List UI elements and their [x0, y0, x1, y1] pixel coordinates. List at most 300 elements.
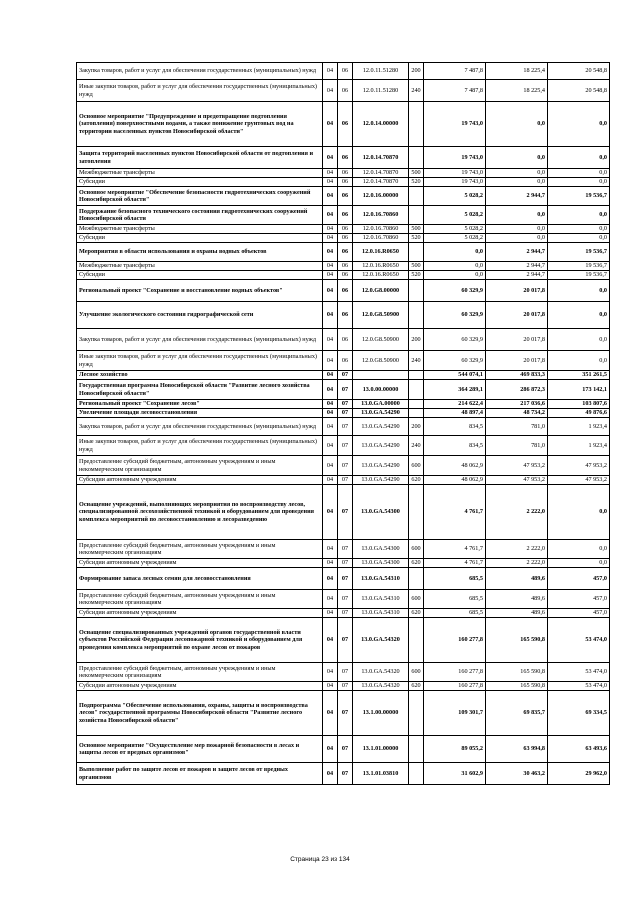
table-row: [77, 280, 610, 302]
amount-year-1: 5 028,2: [424, 234, 486, 243]
section-code: 04: [323, 262, 338, 271]
row-name: Субсидии автономным учреждениям: [77, 559, 323, 568]
amount-year-2: 781,0: [486, 418, 548, 436]
subsection-code: 07: [338, 682, 353, 691]
expense-type-code: [409, 736, 424, 763]
section-code: 04: [323, 736, 338, 763]
target-article-code: 13.0.GA.54290: [353, 456, 409, 476]
subsection-code: 06: [338, 178, 353, 187]
table-row: [77, 178, 610, 187]
target-article-code: [353, 371, 409, 380]
subsection-code: 06: [338, 234, 353, 243]
section-code: 04: [323, 682, 338, 691]
row-name: Основное мероприятие "Предупреждение и предотвращение подтопления (затопления) поверхностными водами, а также понижение грунтовых вод на территории населенных пунктов Новосибирской области": [77, 102, 323, 147]
expense-type-code: 520: [409, 234, 424, 243]
subsection-code: 07: [338, 418, 353, 436]
amount-year-1: 109 301,7: [424, 691, 486, 736]
amount-year-2: 47 953,2: [486, 476, 548, 485]
amount-year-1: 7 487,8: [424, 80, 486, 102]
subsection-code: 07: [338, 409, 353, 418]
table-row: [77, 234, 610, 243]
table-row: [77, 568, 610, 590]
subsection-code: 06: [338, 63, 353, 80]
amount-year-2: 0,0: [486, 225, 548, 234]
expense-type-code: [409, 568, 424, 590]
subsection-code: 06: [338, 225, 353, 234]
section-code: 04: [323, 618, 338, 663]
amount-year-3: 19 536,7: [548, 243, 610, 262]
amount-year-1: 60 329,9: [424, 302, 486, 329]
amount-year-1: 31 602,9: [424, 763, 486, 785]
amount-year-3: 457,0: [548, 590, 610, 609]
row-name: Улучшение экологического состояния гидрографической сети: [77, 302, 323, 329]
row-name: Мероприятия в области использования и охраны водных объектов: [77, 243, 323, 262]
amount-year-1: 19 743,0: [424, 178, 486, 187]
row-name: Предоставление субсидий бюджетным, автономным учреждениям и иным некоммерческим организациям: [77, 456, 323, 476]
subsection-code: 07: [338, 540, 353, 559]
subsection-code: 07: [338, 485, 353, 540]
amount-year-3: 0,0: [548, 169, 610, 178]
amount-year-2: 20 017,8: [486, 351, 548, 371]
section-code: 04: [323, 476, 338, 485]
expense-type-code: 500: [409, 262, 424, 271]
subsection-code: 06: [338, 206, 353, 225]
table-row: [77, 763, 610, 785]
expense-type-code: 240: [409, 80, 424, 102]
target-article-code: 13.0.00.00000: [353, 380, 409, 400]
subsection-code: 07: [338, 618, 353, 663]
section-code: 04: [323, 485, 338, 540]
amount-year-2: 0,0: [486, 147, 548, 169]
amount-year-3: 0,0: [548, 485, 610, 540]
target-article-code: 12.0.16.70860: [353, 206, 409, 225]
expense-type-code: [409, 691, 424, 736]
section-code: 04: [323, 663, 338, 682]
expense-type-code: 620: [409, 559, 424, 568]
section-code: 04: [323, 691, 338, 736]
amount-year-3: 53 474,0: [548, 663, 610, 682]
table-row: [77, 559, 610, 568]
amount-year-3: 457,0: [548, 568, 610, 590]
amount-year-2: 20 017,8: [486, 280, 548, 302]
table-row: [77, 418, 610, 436]
table-row: [77, 380, 610, 400]
row-name: Оснащение учреждений, выполняющих мероприятия по воспроизводству лесов, специализированной лесохозяйственной техникой и оборудованием для проведения комплекса мероприятий по лесовосстановлению и лесоразведению: [77, 485, 323, 540]
amount-year-1: 19 743,0: [424, 169, 486, 178]
expense-type-code: 500: [409, 169, 424, 178]
expense-type-code: [409, 371, 424, 380]
section-code: 04: [323, 280, 338, 302]
expense-type-code: 240: [409, 436, 424, 456]
expense-type-code: 520: [409, 271, 424, 280]
expense-type-code: 600: [409, 540, 424, 559]
amount-year-3: 53 474,0: [548, 618, 610, 663]
target-article-code: 12.0.14.70870: [353, 178, 409, 187]
expense-type-code: 200: [409, 63, 424, 80]
expense-type-code: [409, 763, 424, 785]
expense-type-code: [409, 618, 424, 663]
expense-type-code: [409, 485, 424, 540]
section-code: 04: [323, 302, 338, 329]
target-article-code: 13.0.GA.54310: [353, 568, 409, 590]
table-row: [77, 682, 610, 691]
amount-year-3: 0,0: [548, 234, 610, 243]
amount-year-3: 29 962,0: [548, 763, 610, 785]
target-article-code: 13.0.GA.54290: [353, 409, 409, 418]
table-row: [77, 302, 610, 329]
target-article-code: 12.0.G8.00000: [353, 280, 409, 302]
target-article-code: 13.0.GA.00000: [353, 400, 409, 409]
section-code: 04: [323, 400, 338, 409]
row-name: Закупка товаров, работ и услуг для обеспечения государственных (муниципальных) нужд: [77, 418, 323, 436]
target-article-code: 13.0.GA.54300: [353, 559, 409, 568]
row-name: Предоставление субсидий бюджетным, автономным учреждениям и иным некоммерческим организациям: [77, 663, 323, 682]
row-name: Межбюджетные трансферты: [77, 262, 323, 271]
section-code: 04: [323, 225, 338, 234]
target-article-code: 12.0.14.70870: [353, 169, 409, 178]
section-code: 04: [323, 436, 338, 456]
target-article-code: 13.0.GA.54300: [353, 485, 409, 540]
table-row: [77, 409, 610, 418]
amount-year-3: 351 261,5: [548, 371, 610, 380]
row-name: Субсидии: [77, 271, 323, 280]
amount-year-2: 165 590,8: [486, 618, 548, 663]
row-name: Поддержание безопасного технического состояния гидротехнических сооружений Новосибирской области: [77, 206, 323, 225]
subsection-code: 07: [338, 371, 353, 380]
target-article-code: 13.1.00.00000: [353, 691, 409, 736]
amount-year-1: 5 028,2: [424, 206, 486, 225]
subsection-code: 06: [338, 169, 353, 178]
section-code: 04: [323, 590, 338, 609]
amount-year-2: 48 734,2: [486, 409, 548, 418]
expense-type-code: 500: [409, 225, 424, 234]
subsection-code: 07: [338, 663, 353, 682]
row-name: Предоставление субсидий бюджетным, автономным учреждениям и иным некоммерческим организациям: [77, 540, 323, 559]
amount-year-2: 18 225,4: [486, 63, 548, 80]
amount-year-2: 217 036,6: [486, 400, 548, 409]
amount-year-1: 685,5: [424, 590, 486, 609]
amount-year-1: 5 028,2: [424, 187, 486, 206]
table-row: [77, 609, 610, 618]
subsection-code: 07: [338, 380, 353, 400]
subsection-code: 06: [338, 243, 353, 262]
target-article-code: 12.0.16.70860: [353, 234, 409, 243]
table-row: [77, 329, 610, 351]
subsection-code: 07: [338, 559, 353, 568]
expense-type-code: 600: [409, 663, 424, 682]
row-name: Формирование запаса лесных семян для лесовосстановления: [77, 568, 323, 590]
amount-year-3: 0,0: [548, 206, 610, 225]
table-row: [77, 400, 610, 409]
subsection-code: 06: [338, 187, 353, 206]
target-article-code: 12.0.11.51280: [353, 80, 409, 102]
row-name: Основное мероприятие "Обеспечение безопасности гидротехнических сооружений Новосибирской области": [77, 187, 323, 206]
amount-year-1: 48 062,9: [424, 456, 486, 476]
table-row: [77, 618, 610, 663]
amount-year-1: 60 329,9: [424, 329, 486, 351]
amount-year-1: 834,5: [424, 436, 486, 456]
target-article-code: 12.0.G8.50900: [353, 302, 409, 329]
amount-year-3: 53 474,0: [548, 682, 610, 691]
amount-year-3: 20 548,8: [548, 63, 610, 80]
amount-year-2: 489,6: [486, 590, 548, 609]
expense-type-code: [409, 243, 424, 262]
section-code: 04: [323, 418, 338, 436]
section-code: 04: [323, 102, 338, 147]
section-code: 04: [323, 187, 338, 206]
row-name: Предоставление субсидий бюджетным, автономным учреждениям и иным некоммерческим организациям: [77, 590, 323, 609]
section-code: 04: [323, 80, 338, 102]
amount-year-1: 160 277,8: [424, 663, 486, 682]
subsection-code: 07: [338, 400, 353, 409]
target-article-code: 13.0.GA.54290: [353, 436, 409, 456]
expense-type-code: [409, 147, 424, 169]
amount-year-3: 173 142,1: [548, 380, 610, 400]
subsection-code: 07: [338, 456, 353, 476]
subsection-code: 07: [338, 691, 353, 736]
amount-year-2: 469 833,3: [486, 371, 548, 380]
target-article-code: 12.0.G8.50900: [353, 351, 409, 371]
amount-year-3: 0,0: [548, 540, 610, 559]
row-name: Межбюджетные трансферты: [77, 169, 323, 178]
amount-year-2: 2 944,7: [486, 187, 548, 206]
amount-year-3: 19 536,7: [548, 262, 610, 271]
table-body: [77, 63, 610, 785]
amount-year-3: 0,0: [548, 147, 610, 169]
target-article-code: 13.0.GA.54290: [353, 476, 409, 485]
amount-year-3: 63 493,6: [548, 736, 610, 763]
table-row: [77, 147, 610, 169]
subsection-code: 07: [338, 763, 353, 785]
amount-year-1: 4 761,7: [424, 485, 486, 540]
amount-year-2: 489,6: [486, 609, 548, 618]
amount-year-2: 2 944,7: [486, 243, 548, 262]
section-code: 04: [323, 243, 338, 262]
expense-type-code: [409, 187, 424, 206]
section-code: 04: [323, 456, 338, 476]
row-name: Защита территорий населенных пунктов Новосибирской области от подтопления и затопления: [77, 147, 323, 169]
amount-year-1: 685,5: [424, 609, 486, 618]
table-row: [77, 663, 610, 682]
section-code: 04: [323, 380, 338, 400]
amount-year-3: 0,0: [548, 178, 610, 187]
amount-year-3: 103 807,6: [548, 400, 610, 409]
table-row: [77, 187, 610, 206]
expense-type-code: 520: [409, 178, 424, 187]
amount-year-1: 685,5: [424, 568, 486, 590]
target-article-code: 12.0.14.70870: [353, 147, 409, 169]
amount-year-3: 0,0: [548, 329, 610, 351]
row-name: Выполнение работ по защите лесов от пожаров и защите лесов от вредных организмов: [77, 763, 323, 785]
amount-year-3: 0,0: [548, 225, 610, 234]
row-name: Оснащение специализированных учреждений органов государственной власти субъектов Российской Федерации лесопожарной техникой и оборудованием для проведения комплекса мероприятий по охране лесов от пожаров: [77, 618, 323, 663]
amount-year-2: 2 222,0: [486, 559, 548, 568]
table-row: [77, 169, 610, 178]
target-article-code: 12.0.16.R0650: [353, 243, 409, 262]
amount-year-2: 0,0: [486, 169, 548, 178]
target-article-code: 12.0.14.00000: [353, 102, 409, 147]
section-code: 04: [323, 147, 338, 169]
amount-year-3: 0,0: [548, 302, 610, 329]
row-name: Лесное хозяйство: [77, 371, 323, 380]
table-row: [77, 691, 610, 736]
amount-year-2: 0,0: [486, 102, 548, 147]
target-article-code: 12.0.11.51280: [353, 63, 409, 80]
table-row: [77, 540, 610, 559]
amount-year-2: 781,0: [486, 436, 548, 456]
target-article-code: 13.0.GA.54320: [353, 682, 409, 691]
amount-year-1: 60 329,9: [424, 280, 486, 302]
amount-year-3: 0,0: [548, 351, 610, 371]
subsection-code: 06: [338, 280, 353, 302]
amount-year-2: 489,6: [486, 568, 548, 590]
target-article-code: 13.1.01.00000: [353, 736, 409, 763]
subsection-code: 06: [338, 329, 353, 351]
amount-year-2: 2 944,7: [486, 271, 548, 280]
section-code: 04: [323, 763, 338, 785]
expense-type-code: 200: [409, 329, 424, 351]
table-row: [77, 225, 610, 234]
target-article-code: 13.0.GA.54300: [353, 540, 409, 559]
row-name: Иные закупки товаров, работ и услуг для обеспечения государственных (муниципальных) нужд: [77, 351, 323, 371]
amount-year-2: 47 953,2: [486, 456, 548, 476]
row-name: Иные закупки товаров, работ и услуг для обеспечения государственных (муниципальных) нужд: [77, 436, 323, 456]
section-code: 04: [323, 371, 338, 380]
expense-type-code: 600: [409, 590, 424, 609]
expense-type-code: 240: [409, 351, 424, 371]
expense-type-code: 620: [409, 609, 424, 618]
table-row: [77, 485, 610, 540]
amount-year-3: 47 953,2: [548, 456, 610, 476]
amount-year-3: 1 923,4: [548, 436, 610, 456]
table-row: [77, 206, 610, 225]
amount-year-1: 160 277,8: [424, 682, 486, 691]
table-row: [77, 736, 610, 763]
section-code: 04: [323, 540, 338, 559]
section-code: 04: [323, 178, 338, 187]
subsection-code: 06: [338, 102, 353, 147]
amount-year-3: 0,0: [548, 559, 610, 568]
amount-year-1: 0,0: [424, 243, 486, 262]
amount-year-1: 0,0: [424, 271, 486, 280]
amount-year-1: 89 055,2: [424, 736, 486, 763]
amount-year-2: 18 225,4: [486, 80, 548, 102]
amount-year-1: 19 743,0: [424, 102, 486, 147]
amount-year-1: 544 074,1: [424, 371, 486, 380]
target-article-code: 13.0.GA.54290: [353, 418, 409, 436]
subsection-code: 07: [338, 590, 353, 609]
section-code: 04: [323, 609, 338, 618]
amount-year-3: 49 876,6: [548, 409, 610, 418]
table-row: [77, 262, 610, 271]
subsection-code: 07: [338, 736, 353, 763]
target-article-code: 12.0.G8.50900: [353, 329, 409, 351]
row-name: Увеличение площади лесовосстановления: [77, 409, 323, 418]
subsection-code: 06: [338, 147, 353, 169]
target-article-code: 13.0.GA.54310: [353, 590, 409, 609]
target-article-code: 13.0.GA.54310: [353, 609, 409, 618]
subsection-code: 06: [338, 302, 353, 329]
amount-year-2: 165 590,8: [486, 682, 548, 691]
page-footer: Страница 23 из 134: [290, 856, 350, 863]
subsection-code: 07: [338, 436, 353, 456]
table-row: [77, 371, 610, 380]
amount-year-1: 7 487,8: [424, 63, 486, 80]
expense-type-code: 200: [409, 418, 424, 436]
amount-year-2: 286 872,3: [486, 380, 548, 400]
table-row: [77, 590, 610, 609]
amount-year-2: 0,0: [486, 234, 548, 243]
row-name: Субсидии автономным учреждениям: [77, 476, 323, 485]
amount-year-2: 30 463,2: [486, 763, 548, 785]
amount-year-3: 69 334,5: [548, 691, 610, 736]
amount-year-1: 4 761,7: [424, 559, 486, 568]
amount-year-3: 47 953,2: [548, 476, 610, 485]
amount-year-3: 0,0: [548, 280, 610, 302]
row-name: Государственная программа Новосибирской области "Развитие лесного хозяйства Новосибирской области": [77, 380, 323, 400]
section-code: 04: [323, 271, 338, 280]
amount-year-1: 834,5: [424, 418, 486, 436]
target-article-code: 12.0.16.R0650: [353, 262, 409, 271]
amount-year-1: 364 289,1: [424, 380, 486, 400]
row-name: Субсидии: [77, 178, 323, 187]
table-row: [77, 243, 610, 262]
section-code: 04: [323, 409, 338, 418]
amount-year-1: 214 622,4: [424, 400, 486, 409]
table-row: [77, 63, 610, 80]
table-row: [77, 436, 610, 456]
subsection-code: 06: [338, 80, 353, 102]
subsection-code: 07: [338, 476, 353, 485]
row-name: Субсидии автономным учреждениям: [77, 609, 323, 618]
amount-year-1: 160 277,8: [424, 618, 486, 663]
amount-year-1: 4 761,7: [424, 540, 486, 559]
section-code: 04: [323, 559, 338, 568]
row-name: Подпрограмма "Обеспечение использования, охраны, защиты и воспроизводства лесов" государственной программы Новосибирской области "Развитие лесного хозяйства Новосибирской области": [77, 691, 323, 736]
section-code: 04: [323, 351, 338, 371]
amount-year-2: 0,0: [486, 178, 548, 187]
section-code: 04: [323, 234, 338, 243]
target-article-code: 12.0.16.R0650: [353, 271, 409, 280]
amount-year-2: 0,0: [486, 206, 548, 225]
amount-year-3: 19 536,7: [548, 187, 610, 206]
subsection-code: 07: [338, 609, 353, 618]
amount-year-3: 457,0: [548, 609, 610, 618]
expense-type-code: 620: [409, 476, 424, 485]
row-name: Субсидии: [77, 234, 323, 243]
expense-type-code: [409, 400, 424, 409]
table-row: [77, 351, 610, 371]
expense-type-code: 600: [409, 456, 424, 476]
row-name: Межбюджетные трансферты: [77, 225, 323, 234]
amount-year-1: 5 028,2: [424, 225, 486, 234]
row-name: Закупка товаров, работ и услуг для обеспечения государственных (муниципальных) нужд: [77, 329, 323, 351]
expense-type-code: [409, 380, 424, 400]
amount-year-2: 2 222,0: [486, 485, 548, 540]
subsection-code: 06: [338, 351, 353, 371]
row-name: Иные закупки товаров, работ и услуг для обеспечения государственных (муниципальных) нужд: [77, 80, 323, 102]
budget-table: [76, 62, 610, 785]
amount-year-3: 19 536,7: [548, 271, 610, 280]
expense-type-code: [409, 280, 424, 302]
row-name: Региональный проект "Сохранение и восстановление водных объектов": [77, 280, 323, 302]
table-row: [77, 271, 610, 280]
expense-type-code: [409, 409, 424, 418]
section-code: 04: [323, 169, 338, 178]
amount-year-3: 0,0: [548, 102, 610, 147]
amount-year-2: 2 944,7: [486, 262, 548, 271]
target-article-code: 13.0.GA.54320: [353, 618, 409, 663]
